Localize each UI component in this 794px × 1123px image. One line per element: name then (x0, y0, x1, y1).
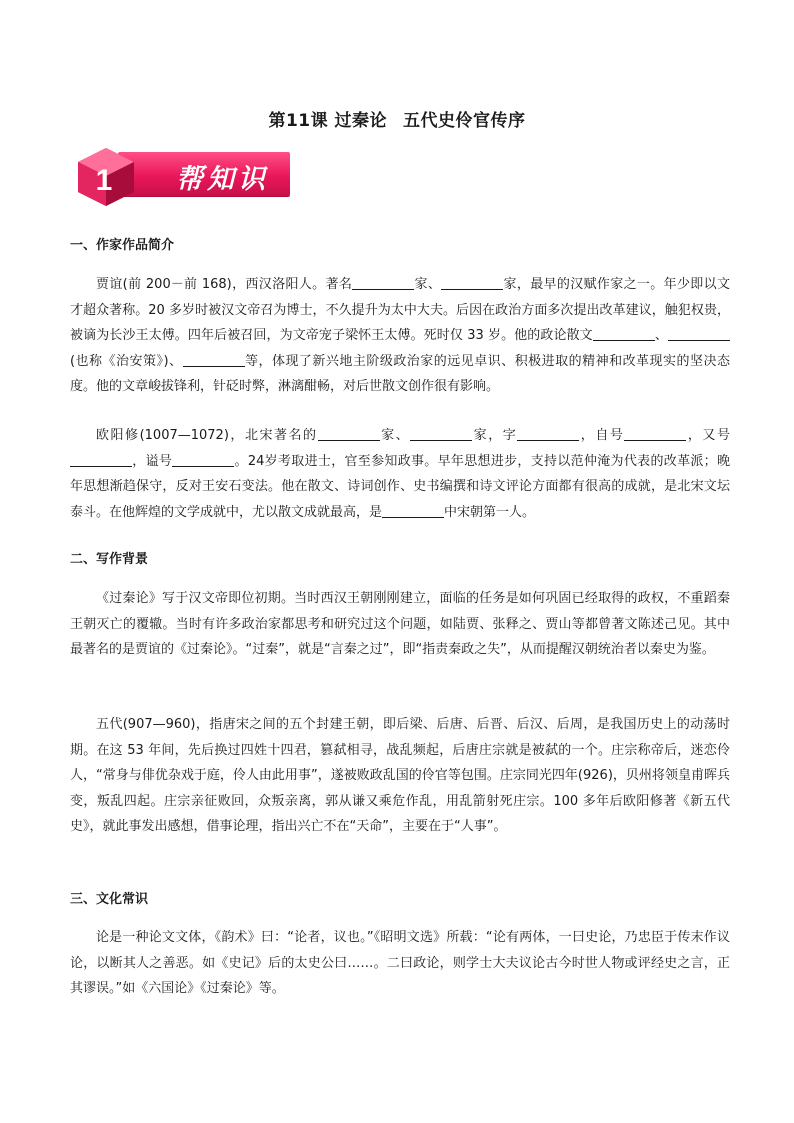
section-banner (76, 146, 292, 208)
page-title (0, 106, 794, 131)
section-heading-1: 一、作家作品简介 (70, 238, 175, 253)
section-heading-2: 二、写作背景 (70, 552, 149, 567)
fill-blank[interactable] (517, 426, 579, 441)
fill-blank[interactable] (410, 426, 472, 441)
fill-blank[interactable] (441, 275, 503, 290)
paragraph-ouyang-xiu: 欧阳修(1007—1072)，北宋著名的 家、 家，字 ，自号 ，又号，谥号 。24岁考取进士，官至参知政事。早年思想进步，支持以范仲淹为代表的改革派；晚年思想渐趋保守，反对王安石变法。他在散文、诗词创作、史书编撰和诗文评论方面都有很高的成就，是北宋文坛泰斗。在他辉煌的文学成就中，尤以散文成就最高，是 中宋朝第一人。 (70, 428, 730, 520)
fill-blank[interactable] (172, 452, 234, 467)
fill-blank[interactable] (668, 326, 730, 341)
banner-label: 帮知识 (176, 164, 269, 195)
section-heading-3: 三、文化常识 (70, 892, 149, 907)
fill-blank[interactable] (382, 503, 444, 518)
paragraph-background-guoqin: 《过秦论》写于汉文帝即位初期。当时西汉王朝刚刚建立，面临的任务是如何巩固已经取得的政权，不重蹈秦王朝灭亡的覆辙。当时有许多政治家都思考和研究过这个问题，如陆贾、张释之、贾山等都曾著文陈述己见。其中最著名的是贾谊的《过秦论》。“过秦”，就是“言秦之过”，即“指责秦政之失”，从而提醒汉朝统治者以秦史为鉴。 (70, 591, 730, 657)
fill-blank[interactable] (318, 426, 380, 441)
fill-blank[interactable] (624, 426, 686, 441)
paragraph-jia-yi: 贾谊(前 200－前 168)，西汉洛阳人。著名 家、 家，最早的汉赋作家之一。年少即以文才超众著称。20 多岁时被汉文帝召为博士，不久提升为太中大夫。后因在政治方面多次提出改革建议，触犯权贵，被谪为长沙王太傅。四年后被召回，为文帝宠子梁怀王太傅。死时仅 33 岁。他的政论散文 、(也称《治安策》)、 等，体现了新兴地主阶级政治家的远见卓识、积极进取的精神和改革现实的坚决态度。他的文章峻拔锋利，针砭时弊，淋漓酣畅，对后世散文创作很有影响。 (70, 277, 730, 394)
fill-blank[interactable] (183, 352, 245, 367)
number-cube-icon (76, 146, 146, 208)
paragraph-culture: 论是一种论文文体，《韵术》曰：“论者，议也。”《昭明文选》所载：“论有两体，一曰史论，乃忠臣于传末作议论，以断其人之善恶。如《史记》后的太史公曰……。二曰政论，则学士大夫议论古今时世人物或评经史之言，正其谬误。”如《六国论》《过秦论》等。 (70, 930, 730, 996)
paragraph-background-wudai: 五代(907—960)，指唐宋之间的五个封建王朝，即后梁、后唐、后晋、后汉、后周，是我国历史上的动荡时期。在这 53 年间，先后换过四姓十四君，篡弑相寻，战乱频起，后唐庄宗就是被弑的一个。庄宗称帝后，迷恋伶人，“常身与俳优杂戏于庭，伶人由此用事”，遂被败政乱国的伶官等包围。庄宗同光四年(926)，贝州将领皇甫晖兵变，叛乱四起。庄宗亲征败回，众叛亲离，郭从谦又乘危作乱，用乱箭射死庄宗。100 多年后欧阳修著《新五代史》，就此事发出感想，借事论理，指出兴亡不在“天命”，主要在于“人事”。 (70, 717, 730, 834)
fill-blank[interactable] (70, 452, 132, 467)
banner-number: 1 (95, 164, 113, 197)
fill-blank[interactable] (593, 326, 655, 341)
lesson-title: 第11课 过秦论 (268, 111, 388, 131)
lesson-subtitle: 五代史伶官传序 (403, 111, 526, 131)
fill-blank[interactable] (352, 275, 414, 290)
